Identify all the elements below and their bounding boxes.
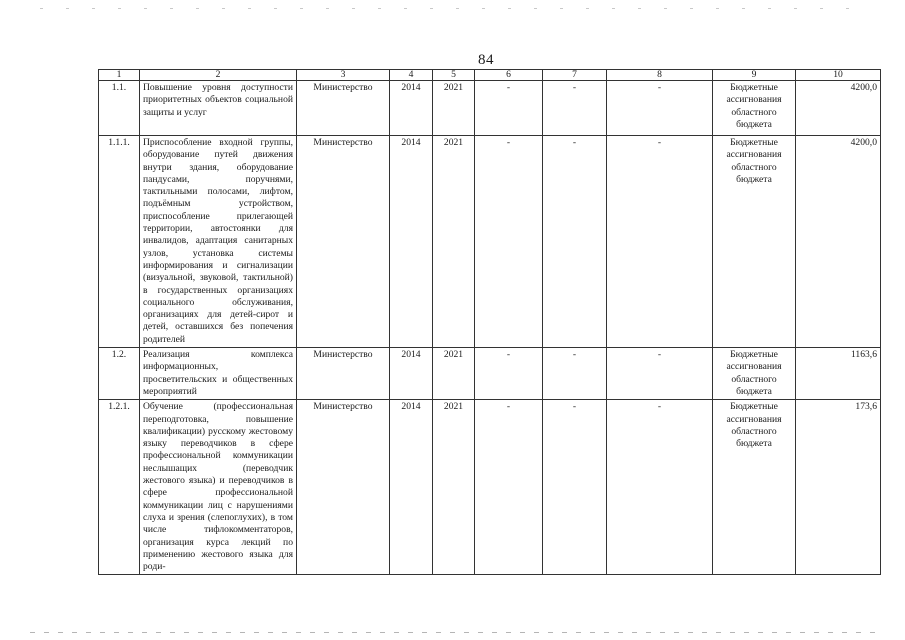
item-end-year: 2021 bbox=[433, 81, 475, 136]
item-funding-source: Бюджетные ассигнования областного бюджета bbox=[713, 136, 796, 348]
item-description: Реализация комплекса информационных, просветительских и общественных мероприятий bbox=[140, 348, 297, 400]
item-number: 1.2. bbox=[99, 348, 140, 400]
item-end-year: 2021 bbox=[433, 400, 475, 575]
header-row bbox=[99, 70, 881, 81]
header-cell: 3 bbox=[297, 70, 390, 81]
table-row bbox=[99, 400, 881, 575]
item-funding-source: Бюджетные ассигнования областного бюджета bbox=[713, 400, 796, 575]
header-cell: 1 bbox=[99, 70, 140, 81]
item-end-year: 2021 bbox=[433, 348, 475, 400]
item-col8: - bbox=[607, 348, 713, 400]
item-executor: Министерство bbox=[297, 81, 390, 136]
header-cell: 4 bbox=[390, 70, 433, 81]
header-cell: 10 bbox=[796, 70, 881, 81]
item-col8: - bbox=[607, 400, 713, 575]
table-row bbox=[99, 348, 881, 400]
item-col7: - bbox=[543, 400, 607, 575]
page-number: 84 bbox=[478, 52, 494, 68]
item-col7: - bbox=[543, 81, 607, 136]
item-amount: 1163,6 bbox=[796, 348, 881, 400]
item-amount: 173,6 bbox=[796, 400, 881, 575]
item-executor: Министерство bbox=[297, 136, 390, 348]
item-description: Приспособление входной группы, оборудование путей движения внутри здания, оборудование пандусами, поручнями, тактильными полосами, лифтом, подъёмным устройством, приспособление прилегающей территории, автостоянки для инвалидов, адаптация санитарных узлов, установка системы информирования и сигнализации (визуальной, звуковой, тактильной) в государственных организациях социального обслуживания, организациях для детей-сирот и детей, оставшихся без попечения родителей bbox=[140, 136, 297, 348]
header-cell: 8 bbox=[607, 70, 713, 81]
table-row bbox=[99, 81, 881, 136]
item-end-year: 2021 bbox=[433, 136, 475, 348]
item-executor: Министерство bbox=[297, 348, 390, 400]
program-table bbox=[98, 69, 881, 575]
header-cell: 5 bbox=[433, 70, 475, 81]
item-col6: - bbox=[475, 400, 543, 575]
item-amount: 4200,0 bbox=[796, 136, 881, 348]
item-funding-source: Бюджетные ассигнования областного бюджета bbox=[713, 81, 796, 136]
item-col6: - bbox=[475, 348, 543, 400]
item-col7: - bbox=[543, 136, 607, 348]
item-start-year: 2014 bbox=[390, 81, 433, 136]
header-cell: 9 bbox=[713, 70, 796, 81]
item-amount: 4200,0 bbox=[796, 81, 881, 136]
table-row bbox=[99, 136, 881, 348]
item-description: Повышение уровня доступности приоритетных объектов социальной защиты и услуг bbox=[140, 81, 297, 136]
scan-noise-top bbox=[40, 8, 860, 9]
item-col6: - bbox=[475, 81, 543, 136]
item-start-year: 2014 bbox=[390, 400, 433, 575]
item-funding-source: Бюджетные ассигнования областного бюджета bbox=[713, 348, 796, 400]
item-number: 1.2.1. bbox=[99, 400, 140, 575]
item-start-year: 2014 bbox=[390, 348, 433, 400]
item-description: Обучение (профессиональная переподготовка, повышение квалификации) русскому жестовому языку переводчиков в сфере профессиональной коммуникации неслышащих (переводчик жестового языка) и переводчиков в сфере профессиональной коммуникации лиц с нарушениями слуха и зрения (слепоглухих), в том числе тифлокомментаторов, организация курса лекций по применению жестового языка для роди- bbox=[140, 400, 297, 575]
item-col6: - bbox=[475, 136, 543, 348]
item-col7: - bbox=[543, 348, 607, 400]
scan-noise-bottom bbox=[30, 632, 880, 633]
header-cell: 6 bbox=[475, 70, 543, 81]
header-cell: 2 bbox=[140, 70, 297, 81]
header-cell: 7 bbox=[543, 70, 607, 81]
item-col8: - bbox=[607, 81, 713, 136]
item-number: 1.1. bbox=[99, 81, 140, 136]
item-col8: - bbox=[607, 136, 713, 348]
item-number: 1.1.1. bbox=[99, 136, 140, 348]
item-start-year: 2014 bbox=[390, 136, 433, 348]
item-executor: Министерство bbox=[297, 400, 390, 575]
